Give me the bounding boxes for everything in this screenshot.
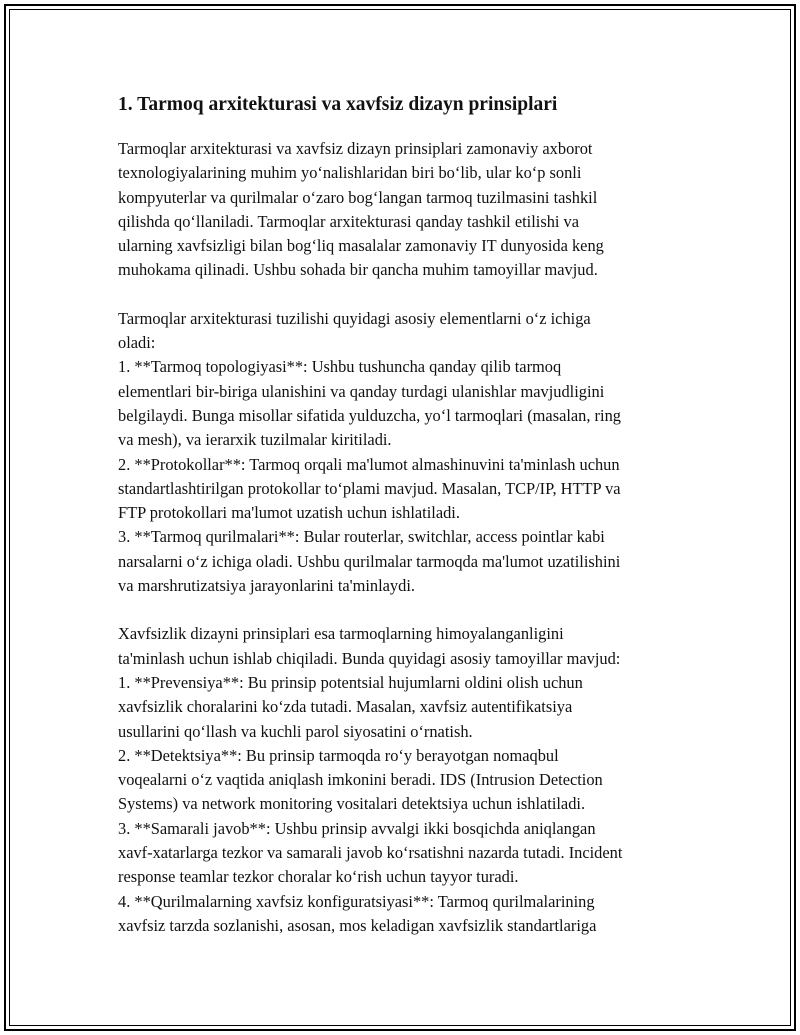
text-line: belgilaydi. Bunga misollar sifatida yulduzcha, yo‘l tarmoqlari (masalan, ring: [118, 405, 621, 425]
text-line: qilishda qo‘llaniladi. Tarmoqlar arxitekturasi qanday tashkil etilishi va: [118, 211, 580, 231]
text-line: standartlashtirilgan protokollar to‘plami mavjud. Masalan, TCP/IP, HTTP va: [118, 478, 621, 498]
text-line: va mesh), va ierarxik tuzilmalar kiritiladi.: [118, 430, 392, 450]
document-title: 1. Tarmoq arxitekturasi va xavfsiz dizayn prinsiplari: [118, 94, 558, 115]
text-line: FTP protokollari ma'lumot uzatish uchun ishlatiladi.: [118, 503, 460, 523]
text-line: ularning xavfsizligi bilan bog‘liq masalalar zamonaviy IT dunyosida keng: [118, 236, 604, 256]
list-item-start: 3. **Samarali javob**: Ushbu prinsip avvalgi ikki bosqichda aniqlangan: [118, 818, 596, 838]
text-line: ta'minlash uchun ishlab chiqiladi. Bunda quyidagi asosiy tamoyillar mavjud:: [118, 648, 621, 668]
list-item-start: 3. **Tarmoq qurilmalari**: Bular routerlar, switchlar, access pointlar kabi: [118, 527, 605, 547]
text-line: Tarmoqlar arxitekturasi tuzilishi quyidagi asosiy elementlarni o‘z ichiga: [118, 308, 591, 328]
text-line: Xavfsizlik dizayni prinsiplari esa tarmoqlarning himoyalanganligini: [118, 624, 564, 644]
list-item-start: 2. **Detektsiya**: Bu prinsip tarmoqda ro‘y berayotgan nomaqbul: [118, 745, 559, 765]
list-item-start: 1. **Prevensiya**: Bu prinsip potentsial hujumlarni oldini olish uchun: [118, 672, 583, 692]
architecture-section: [118, 307, 694, 599]
text-line: va marshrutizatsiya jarayonlarini ta'minlaydi.: [118, 576, 415, 596]
text-line: Systems) va network monitoring vositalari detektsiya uchun ishlatiladi.: [118, 794, 586, 814]
list-item-start: 4. **Qurilmalarning xavfsiz konfiguratsiyasi**: Tarmoq qurilmalarining: [118, 891, 595, 911]
text-line: xavfsizlik choralarini ko‘zda tutadi. Masalan, xavfsiz autentifikatsiya: [118, 697, 573, 717]
text-line: narsalarni o‘z ichiga oladi. Ushbu qurilmalar tarmoqda ma'lumot uzatilishini: [118, 551, 621, 571]
text-line: Tarmoqlar arxitekturasi va xavfsiz dizayn prinsiplari zamonaviy axborot: [118, 139, 593, 158]
text-line: response teamlar tezkor choralar ko‘rish uchun tayyor turadi.: [118, 867, 519, 887]
text-line: muhokama qilinadi. Ushbu sohada bir qancha muhim tamoyillar mavjud.: [118, 260, 598, 280]
document-body: [118, 92, 694, 962]
text-line: usullarini qo‘llash va kuchli parol siyosatini o‘rnatish.: [118, 721, 473, 741]
text-line: oladi:: [118, 333, 156, 353]
text-line: voqealarni o‘z vaqtida aniqlash imkonini beradi. IDS (Intrusion Detection: [118, 770, 603, 790]
text-line: elementlari bir-biriga ulanishini va qanday turdagi ulanishlar mavjudligini: [118, 381, 605, 401]
text-line: xavfsiz tarzda sozlanishi, asosan, mos keladigan xavfsizlik standartlariga: [118, 915, 597, 935]
security-section: [118, 622, 694, 938]
list-item-start: 2. **Protokollar**: Tarmoq orqali ma'lumot almashinuvini ta'minlash uchun: [118, 454, 620, 474]
text-line: texnologiyalarining muhim yo‘nalishlaridan biri bo‘lib, ular ko‘p sonli: [118, 163, 582, 183]
intro-paragraph: [118, 137, 694, 283]
text-line: xavf-xatarlarga tezkor va samarali javob ko‘rsatishni nazarda tutadi. Incident: [118, 843, 623, 863]
text-line: kompyuterlar va qurilmalar o‘zaro bog‘langan tarmoq tuzilmasini tashkil: [118, 187, 598, 207]
list-item-start: 1. **Tarmoq topologiyasi**: Ushbu tushuncha qanday qilib tarmoq: [118, 357, 562, 377]
